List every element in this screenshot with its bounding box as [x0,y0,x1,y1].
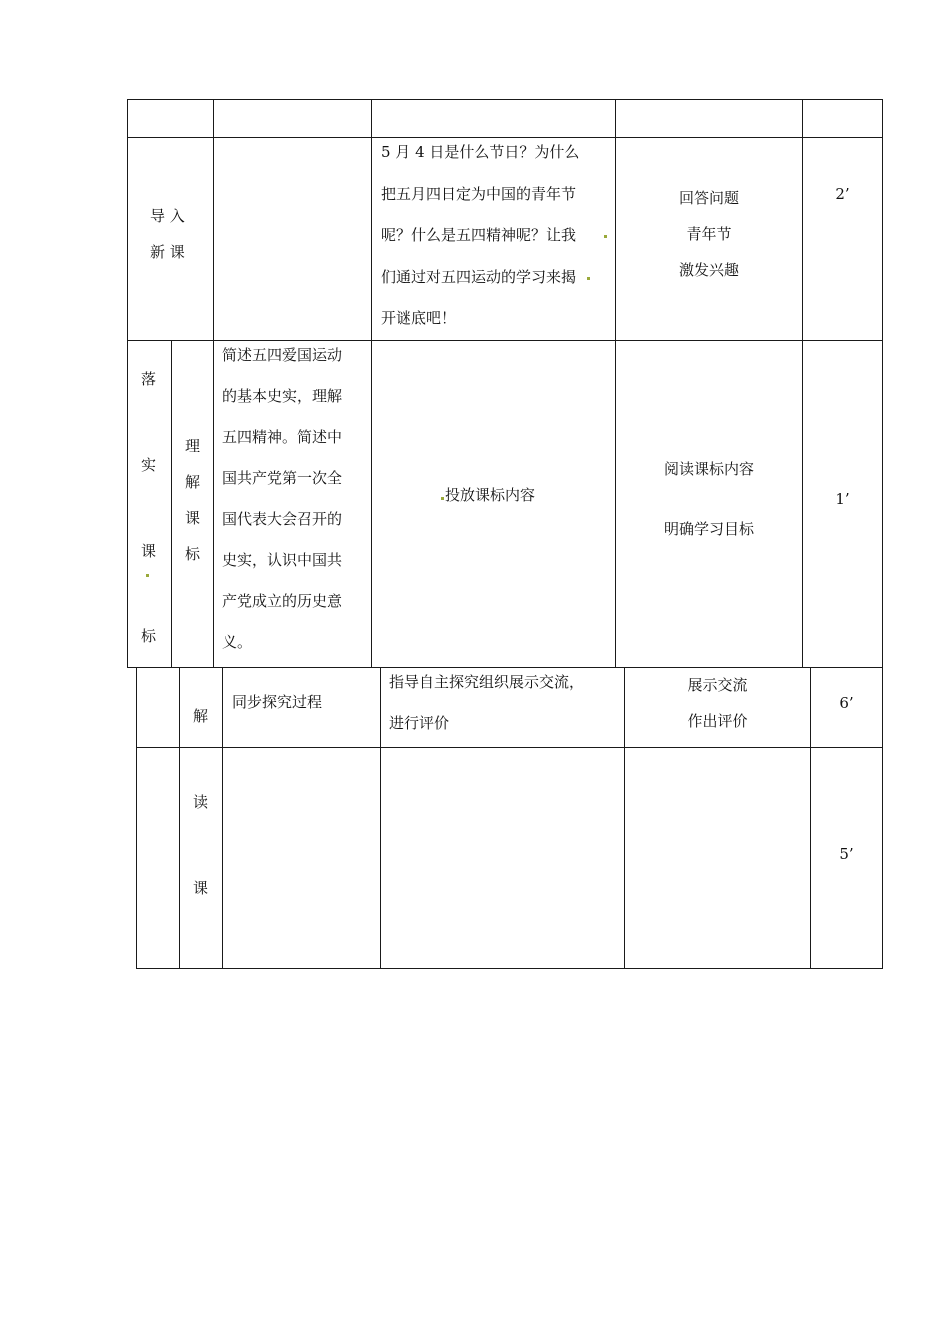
standard-teacher-activity: 投放课标内容 [445,486,536,504]
intro-time: 2’ [835,185,850,203]
explore-time-2: 5’ [839,845,854,863]
explore-content: 同步探究过程 [232,693,323,711]
explore-time-1: 6’ [839,694,854,712]
standard-time: 1’ [835,490,850,508]
